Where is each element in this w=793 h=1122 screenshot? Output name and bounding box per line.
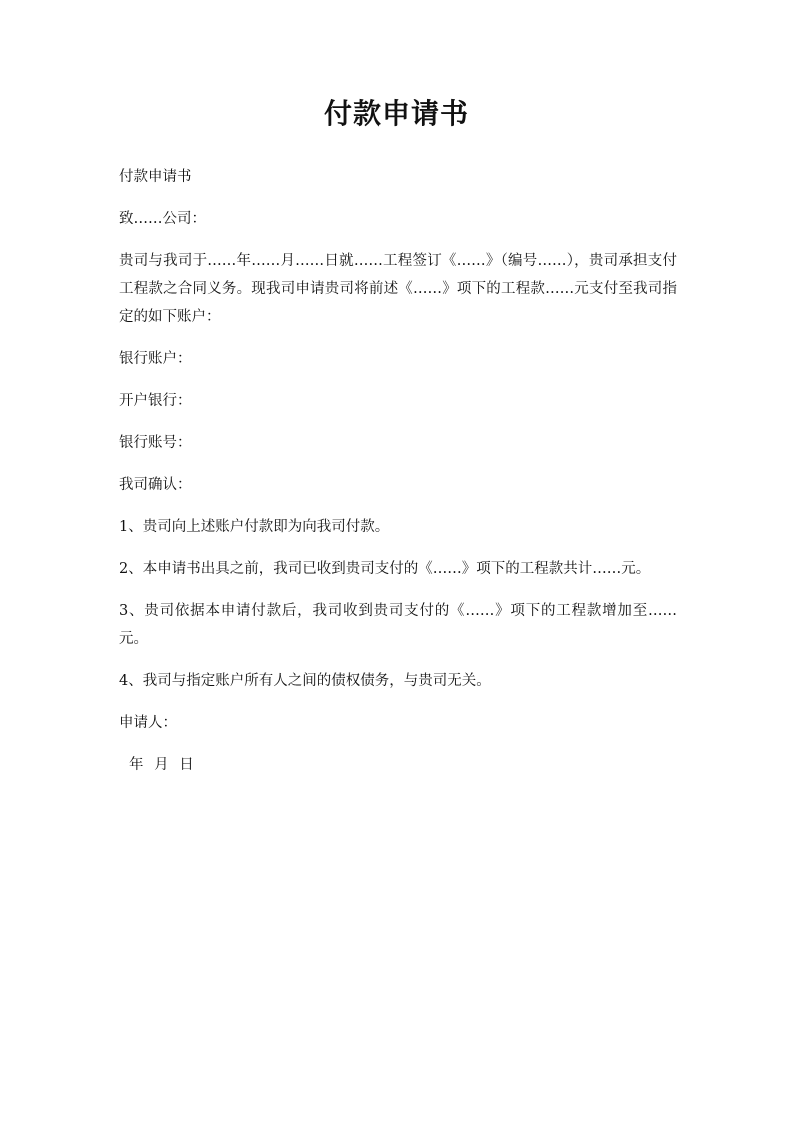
applicant-field: 申请人： [119,715,177,731]
request-paragraph: 贵司与我司于……年……月……日就……工程签订《……》（编号……），贵司承担支付工程款之合同义务。现我司申请贵司将前述《……》项下的工程款……元支付至我司指定的如下账户： [119,253,677,325]
confirmation-item-3: 3、贵司依据本申请付款后，我司收到贵司支付的《……》项下的工程款增加至……元。 [119,603,677,647]
confirmation-item-2: 2、本申请书出具之前，我司已收到贵司支付的《……》项下的工程款共计……元。 [119,561,651,577]
opening-bank-field: 开户银行： [119,393,192,409]
confirmation-item-1: 1、贵司向上述账户付款即为向我司付款。 [119,519,390,535]
date-line: 年 月 日 [129,757,194,773]
document-title: 付款申请书 [323,97,469,130]
document-body [119,163,677,793]
subtitle: 付款申请书 [119,169,192,185]
confirmation-item-4: 4、我司与指定账户所有人之间的债权债务，与贵司无关。 [119,673,491,689]
bank-account-field: 银行账户： [119,351,192,367]
confirmation-heading: 我司确认： [119,477,192,493]
salutation: 致……公司： [119,211,206,227]
account-number-field: 银行账号： [119,435,192,451]
